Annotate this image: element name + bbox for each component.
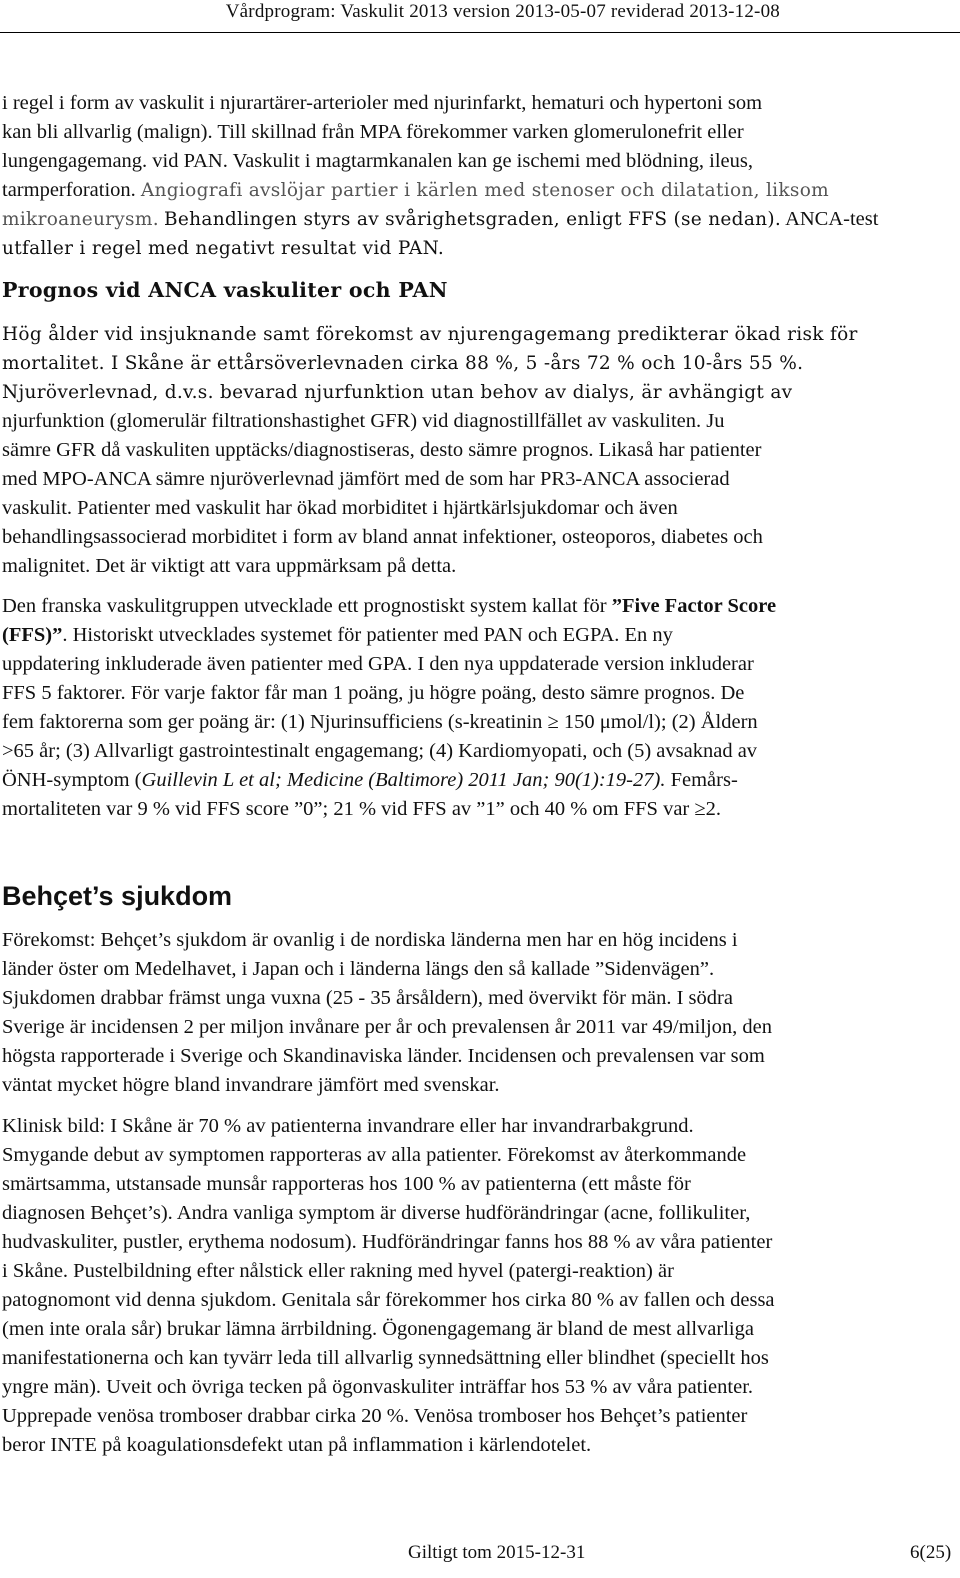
text-line: (men inte orala sår) brukar lämna ärrbildning. Ögonengagemang är bland de mest allvarliga [2, 1318, 754, 1340]
text-run-bold: ”Five Factor Score [611, 595, 777, 617]
text-run: tarmperforation. [2, 179, 136, 201]
text-line: kan bli allvarlig (malign). Till skillnad från MPA förekommer varken glomerulonefrit eller [2, 121, 744, 143]
behcet-klinisk-paragraph [2, 1112, 958, 1460]
text-run-gray: mikroaneurysm. [2, 209, 159, 230]
text-line: FFS 5 faktorer. För varje faktor får man 1 poäng, ju högre poäng, desto sämre prognos. De [2, 682, 745, 704]
text-line: >65 år; (3) Allvarligt gastrointestinalt engagemang; (4) Kardiomyopati, och (5) avsaknad av [2, 740, 758, 762]
text-line: uppdatering inkluderade även patienter med GPA. I den nya uppdaterade version inkluderar [2, 653, 754, 675]
behcet-heading: Behçet’s sjukdom [2, 881, 233, 911]
text-line: Sjukdomen drabbar främst unga vuxna (25 - 35 årsåldern), med övervikt för män. I södra [2, 987, 733, 1009]
text-line: i Skåne. Pustelbildning efter nålstick eller rakning med hyvel (patergi-reaktion) är [2, 1260, 674, 1282]
text-line: Klinisk bild: I Skåne är 70 % av patienterna invandrare eller har invandrarbakgrund. [2, 1115, 694, 1137]
text-line: väntat mycket högre bland invandrare jämfört med svenskar. [2, 1074, 500, 1096]
text-line: malignitet. Det är viktigt att vara uppmärksam på detta. [2, 555, 457, 577]
text-line: länder öster om Medelhavet, i Japan och i länderna längs den så kallade ”Sidenvägen”. [2, 958, 715, 980]
text-line: manifestationerna och kan tyvärr leda till allvarlig synnedsättning eller blindhet (speciellt hos [2, 1347, 769, 1369]
running-header: Vårdprogram: Vaskulit 2013 version 2013-05-07 reviderad 2013-12-08 [225, 1, 780, 22]
text-line: mortalitet. I Skåne är ettårsöverlevnaden cirka 88 %, 5 -års 72 % och 10-års 55 %. [2, 353, 804, 374]
text-line: njurfunktion (glomerulär filtrationshastighet GFR) vid diagnostillfället av vaskuliten. Ju [2, 410, 725, 432]
text-run: ANCA-test [785, 208, 879, 230]
text-line: beror INTE på koagulationsdefekt utan på inflammation i kärlendotelet. [2, 1434, 592, 1456]
text-line: Upprepade venösa tromboser drabbar cirka 20 %. Venösa tromboser hos Behçet’s patienter [2, 1405, 748, 1427]
text-line: sämre GFR då vaskuliten upptäcks/diagnostiseras, desto sämre prognos. Likaså har patienter [2, 439, 762, 461]
prognos-paragraph [2, 320, 958, 581]
text-line: mortaliteten var 9 % vid FFS score ”0”; 21 % vid FFS av ”1” och 40 % om FFS var ≥2. [2, 798, 721, 820]
pan-paragraph [2, 89, 958, 263]
text-line: i regel i form av vaskulit i njurartärer-arterioler med njurinfarkt, hematuri och hypertoni som [2, 92, 763, 114]
text-run: Femårs- [665, 769, 738, 791]
citation: Guillevin L et al; Medicine (Baltimore) 2011 Jan; 90(1):19-27). [141, 769, 666, 791]
text-line: utfaller i regel med negativt resultat vid PAN. [2, 238, 445, 259]
text-line: vaskulit. Patienter med vaskulit har ökad morbiditet i hjärtkärlsjukdomar och även [2, 497, 678, 519]
text-line [2, 176, 958, 205]
ffs-paragraph [2, 592, 958, 824]
text-line: diagnosen Behçet’s). Andra vanliga symptom är diverse hudförändringar (acne, follikuliter, [2, 1202, 751, 1224]
text-run-bold: (FFS)” [2, 624, 63, 646]
text-line: hudvaskuliter, pustler, erythema nodosum). Hudförändringar fanns hos 88 % av våra patienter [2, 1231, 773, 1253]
text-line: Förekomst: Behçet’s sjukdom är ovanlig i de nordiska länderna men har en hög incidens i [2, 929, 738, 951]
text-line [2, 621, 958, 650]
text-line [2, 766, 958, 795]
prognos-heading: Prognos vid ANCA vaskuliter och PAN [2, 278, 448, 302]
text-line: Smygande debut av symptomen rapporteras av alla patienter. Förekomst av återkommande [2, 1144, 747, 1166]
text-run: Behandlingen styrs av svårighetsgraden, enligt FFS (se nedan). [164, 209, 782, 230]
text-line: Hög ålder vid insjuknande samt förekomst av njurengagemang predikterar ökad risk för [2, 324, 858, 345]
footer-page-number: 6(25) [910, 1542, 952, 1563]
text-line: Njuröverlevnad, d.v.s. bevarad njurfunktion utan behov av dialys, är avhängigt av [2, 382, 793, 403]
text-run: . Historiskt utvecklades systemet för patienter med PAN och EGPA. En ny [62, 624, 673, 646]
footer-valid-date: Giltigt tom 2015-12-31 [408, 1542, 586, 1563]
header-rule [0, 32, 960, 33]
text-line [2, 205, 958, 234]
text-line: behandlingsassocierad morbiditet i form av bland annat infektioner, osteoporos, diabetes och [2, 526, 763, 548]
text-line: högsta rapporterade i Sverige och Skandinaviska länder. Incidensen och prevalensen var som [2, 1045, 765, 1067]
text-run: ÖNH-symptom ( [2, 769, 142, 791]
text-line: fem faktorerna som ger poäng är: (1) Njurinsufficiens (s-kreatinin ≥ 150 μmol/l); (2) Åldern [2, 711, 758, 733]
text-line: smärtsamma, utstansade munsår rapporteras hos 100 % av patienterna (ett måste för [2, 1173, 691, 1195]
text-line: yngre män). Uveit och övriga tecken på ögonvaskuliter inträffar hos 53 % av våra patienter. [2, 1376, 754, 1398]
text-line: Sverige är incidensen 2 per miljon invånare per år och prevalensen år 2011 var 49/miljon, den [2, 1016, 773, 1038]
text-run: Den franska vaskulitgruppen utvecklade ett prognostiskt system kallat för [2, 595, 612, 617]
text-run-gray: Angiografi avslöjar partier i kärlen med stenoser och dilatation, liksom [140, 180, 829, 201]
text-line: lungengagemang. vid PAN. Vaskulit i magtarmkanalen kan ge ischemi med blödning, ileus, [2, 150, 753, 172]
behcet-forekomst-paragraph [2, 926, 958, 1100]
text-line: patognomont vid denna sjukdom. Genitala sår förekommer hos cirka 80 % av fallen och dessa [2, 1289, 775, 1311]
text-line [2, 592, 958, 621]
text-line: med MPO-ANCA sämre njuröverlevnad jämfört med de som har PR3-ANCA associerad [2, 468, 730, 490]
